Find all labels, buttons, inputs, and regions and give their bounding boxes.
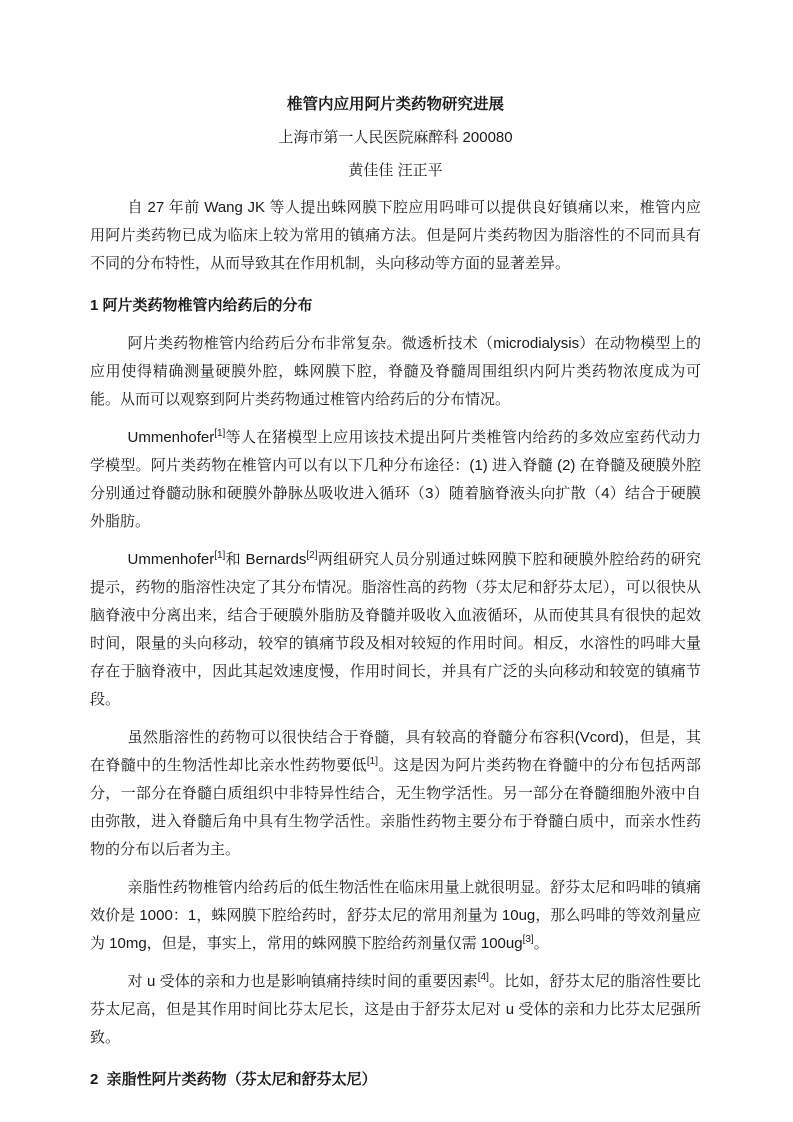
text-run: 。这是因为阿片类药物在脊髓中的分布包括两部分，一部分在脊髓白质组织中非特异性结合，无生物学活性。另一部分在脊髓细胞外液中自由弥散，进入脊髓后角中具有生物学活性。亲脂性药物主要分布于脊髓白质中，而亲水性药物的分布以后者为主。 — [90, 757, 701, 858]
text-run: 阿片类药物椎管内给药后分布非常复杂。微透析技术（microdialysis）在动物模型上的应用使得精确测量硬膜外腔，蛛网膜下腔，脊髓及脊髓周围组织内阿片类药物浓度成为可能。从而可以观察到阿片类药物通过椎管内给药后的分布情况。 — [90, 335, 701, 408]
text-run: 自 27 年前 Wang JK 等人提出蛛网膜下腔应用吗啡可以提供良好镇痛以来，椎管内应用阿片类药物已成为临床上较为常用的镇痛方法。但是阿片类药物因为脂溶性的不同而具有不同的分布特性，从而导致其在作用机制，头向移动等方面的显著差异。 — [90, 199, 701, 272]
text-run: 。比如，舒芬太尼的脂溶性要比芬太尼高，但是其作用时间比芬太尼长，这是由于舒芬太尼对 u 受体的亲和力比芬太尼强所致。 — [90, 973, 701, 1046]
paragraph — [90, 330, 701, 414]
text-run: 和 Bernards — [225, 551, 307, 568]
citation-superscript: [4] — [477, 972, 489, 983]
text-run: 对 u 受体的亲和力也是影响镇痛持续时间的重要因素 — [127, 973, 478, 990]
section-heading — [90, 292, 701, 320]
text-run: Ummenhofer — [127, 551, 215, 568]
paragraph — [90, 968, 701, 1052]
paragraph — [90, 424, 701, 536]
text-run: 亲脂性药物椎管内给药后的低生物活性在临床用量上就很明显。舒芬太尼和吗啡的镇痛效价是 1000：1，蛛网膜下腔给药时，舒芬太尼的常用剂量为 10ug，那么吗啡的等效剂量应为 10mg，但是，事实上，常用的蛛网膜下腔给药剂量仅需 100ug — [90, 879, 701, 952]
affiliation-line: 上海市第一人民医院麻醉科 200080 — [278, 129, 513, 146]
citation-superscript: [1] — [214, 550, 226, 561]
authors-line: 黄佳佳 汪正平 — [348, 162, 443, 179]
text-run: 。 — [533, 935, 549, 952]
document-header — [90, 95, 701, 181]
paragraph — [90, 194, 701, 278]
text-run: 两组研究人员分别通过蛛网膜下腔和硬膜外腔给药的研究提示，药物的脂溶性决定了其分布情况。脂溶性高的药物（芬太尼和舒芬太尼），可以很快从脑脊液中分离出来，结合于硬膜外脂肪及脊髓并吸收入血液循环，从而使其具有很快的起效时间，限量的头向移动，较窄的镇痛节段及相对较短的作用时间。相反，水溶性的吗啡大量存在于脑脊液中，因此其起效速度慢，作用时间长，并具有广泛的头向移动和较宽的镇痛节段。 — [90, 551, 701, 708]
text-run: 等人在猪模型上应用该技术提出阿片类椎管内给药的多效应室药代动力学模型。阿片类药物在椎管内可以有以下几种分布途径：(1) 进入脊髓 (2) 在脊髓及硬膜外腔分别通过脊髓动脉和硬膜外静脉丛吸收进入循环（3）随着脑脊液头向扩散（4）结合于硬膜外脂肪。 — [90, 429, 701, 530]
text-run: 2 亲脂性阿片类药物（芬太尼和舒芬太尼） — [90, 1071, 377, 1088]
paragraph — [90, 546, 701, 714]
paragraph — [90, 874, 701, 958]
text-run: Ummenhofer — [127, 429, 215, 446]
document-body — [90, 194, 701, 1094]
citation-superscript: [2] — [306, 550, 318, 561]
text-run: 虽然脂溶性的药物可以很快结合于脊髓，具有较高的脊髓分布容积(Vcord)，但是，其在脊髓中的生物活性却比亲水性药物要低 — [90, 729, 701, 774]
paragraph — [90, 724, 701, 864]
document-title: 椎管内应用阿片类药物研究进展 — [286, 96, 504, 113]
citation-superscript: [3] — [522, 934, 534, 945]
citation-superscript: [1] — [366, 756, 378, 767]
section-heading — [90, 1066, 701, 1094]
citation-superscript: [1] — [214, 428, 226, 439]
text-run: 1 阿片类药物椎管内给药后的分布 — [90, 297, 313, 314]
